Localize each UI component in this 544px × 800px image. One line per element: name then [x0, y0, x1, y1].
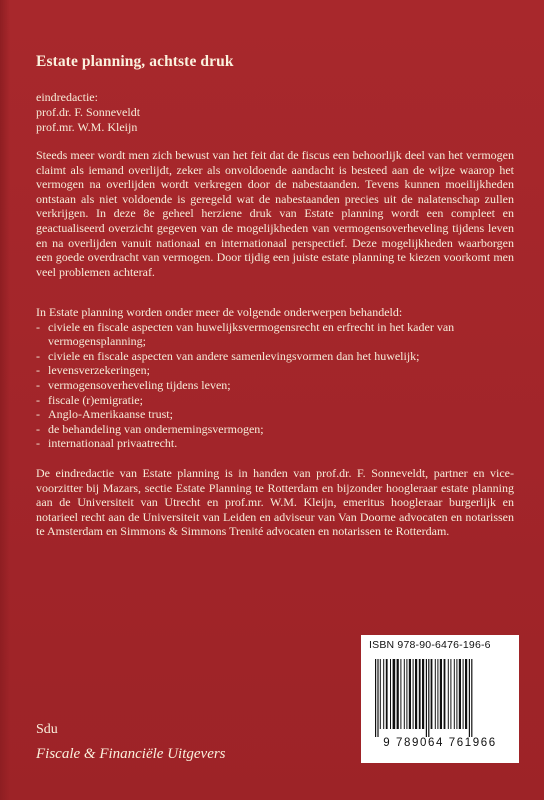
- barcode-bar: [406, 659, 407, 729]
- barcode-bar: [435, 659, 436, 729]
- barcode-bar: [428, 659, 429, 737]
- editor-name: prof.dr. F. Sonneveldt: [36, 105, 141, 119]
- barcode-bar: [409, 659, 411, 729]
- barcode-bar: [448, 659, 449, 729]
- list-item: - civiele en fiscale aspecten van andere samenlevingsvormen dan het huwelijk;: [36, 349, 514, 364]
- barcode-bar: [450, 659, 451, 729]
- list-item: - Anglo-Amerikaanse trust;: [36, 407, 514, 422]
- barcode-bar: [456, 659, 457, 729]
- publisher-block: [36, 720, 226, 764]
- ean-digits: 9 789064 761966: [383, 737, 497, 749]
- barcode-bar: [437, 659, 438, 729]
- barcode-bar: [393, 659, 396, 729]
- topics-intro: In Estate planning worden onder meer de volgende onderwerpen behandeld:: [36, 305, 403, 319]
- list-item: - levensverzekeringen;: [36, 363, 514, 378]
- barcode-bar: [465, 659, 467, 729]
- list-item: - de behandeling van ondernemingsvermogen;: [36, 422, 514, 437]
- editor-name: prof.mr. W.M. Kleijn: [36, 120, 138, 134]
- barcode-bar: [400, 659, 401, 729]
- barcode-bar: [415, 659, 417, 729]
- barcode-bar: [422, 659, 424, 729]
- barcode-bar: [444, 659, 446, 729]
- barcode-bar: [459, 659, 461, 729]
- barcode-bar: [419, 659, 421, 729]
- isbn-text: ISBN 978-90-6476-196-6: [369, 639, 491, 651]
- barcode-bar: [386, 659, 388, 729]
- barcode-bar: [471, 659, 472, 737]
- barcode-label: [361, 635, 519, 763]
- barcode-bar: [463, 659, 464, 729]
- barcode-bar: [454, 659, 455, 729]
- barcode-bar: [431, 659, 433, 729]
- barcode-bar: [380, 659, 381, 729]
- topics-list: [36, 320, 514, 451]
- publisher-name: Sdu: [36, 722, 58, 737]
- list-item: - internationaal privaatrecht.: [36, 436, 514, 451]
- topics-section: [36, 305, 514, 451]
- list-item: - vermogensoverheveling tijdens leven;: [36, 378, 514, 393]
- barcode-bar: [440, 659, 442, 729]
- about-editors-paragraph: De eindredactie van Estate planning is in handen van prof.dr. F. Sonneveldt, partner en vice-voorzitter bij Mazars, sectie Estate Planning te Rotterdam en bijzonder hoogleraar estate planning aan de Universiteit van Utrecht en prof.mr. W.M. Kleijn, emeritus hoogleraar burgerlijk en notarieel recht aan de Universiteit van Leiden en adviseur van Van Doorne advocaten en notarissen te Amsterdam en Simmons & Simmons Trenité advocaten en notarissen te Rotterdam.: [36, 466, 514, 539]
- barcode-image: [373, 659, 509, 737]
- barcode-bar: [413, 659, 414, 729]
- editors-block: [36, 90, 140, 135]
- barcode-bar: [469, 659, 470, 737]
- list-item: - fiscale (r)emigratie;: [36, 393, 514, 408]
- barcode-bar: [404, 659, 405, 729]
- barcode-bar: [375, 659, 376, 737]
- publisher-tagline: Fiscale & Financiële Uitgevers: [36, 746, 226, 762]
- book-title: Estate planning, achtste druk: [36, 53, 234, 70]
- barcode-bar: [377, 659, 378, 737]
- editors-label: eindredactie:: [36, 90, 98, 104]
- barcode-bar: [426, 659, 427, 737]
- list-item: - civiele en fiscale aspecten van huwelijksvermogensrecht en erfrecht in het kader van vermogensplanning;: [36, 320, 514, 349]
- barcode-bar: [383, 659, 384, 729]
- barcode-bar: [397, 659, 399, 729]
- barcode-bar: [390, 659, 391, 729]
- description-paragraph: Steeds meer wordt men zich bewust van het feit dat de fiscus een behoorlijk deel van het vermogen claimt als iemand overlijdt, zeker als onvoldoende aandacht is besteed aan de wijze waarop het vermogen na overlijden wordt verkregen door de nabestaanden. Tevens kunnen moeilijkheden ontstaan als niet voldoende is geregeld wat de nabestaanden precies uit de nalatenschap zullen verkrijgen. In deze 8e geheel herziene druk van Estate planning wordt een compleet en geactualiseerd overzicht gegeven van de mogelijkheden van vermogensoverheveling tijdens leven en na overlijden vanuit nationaal en internationaal perspectief. Deze mogelijkheden waarborgen een goede overdracht van vermogen. Door tijdig een juiste estate planning te kiezen voorkomt men veel problemen achteraf.: [36, 148, 514, 279]
